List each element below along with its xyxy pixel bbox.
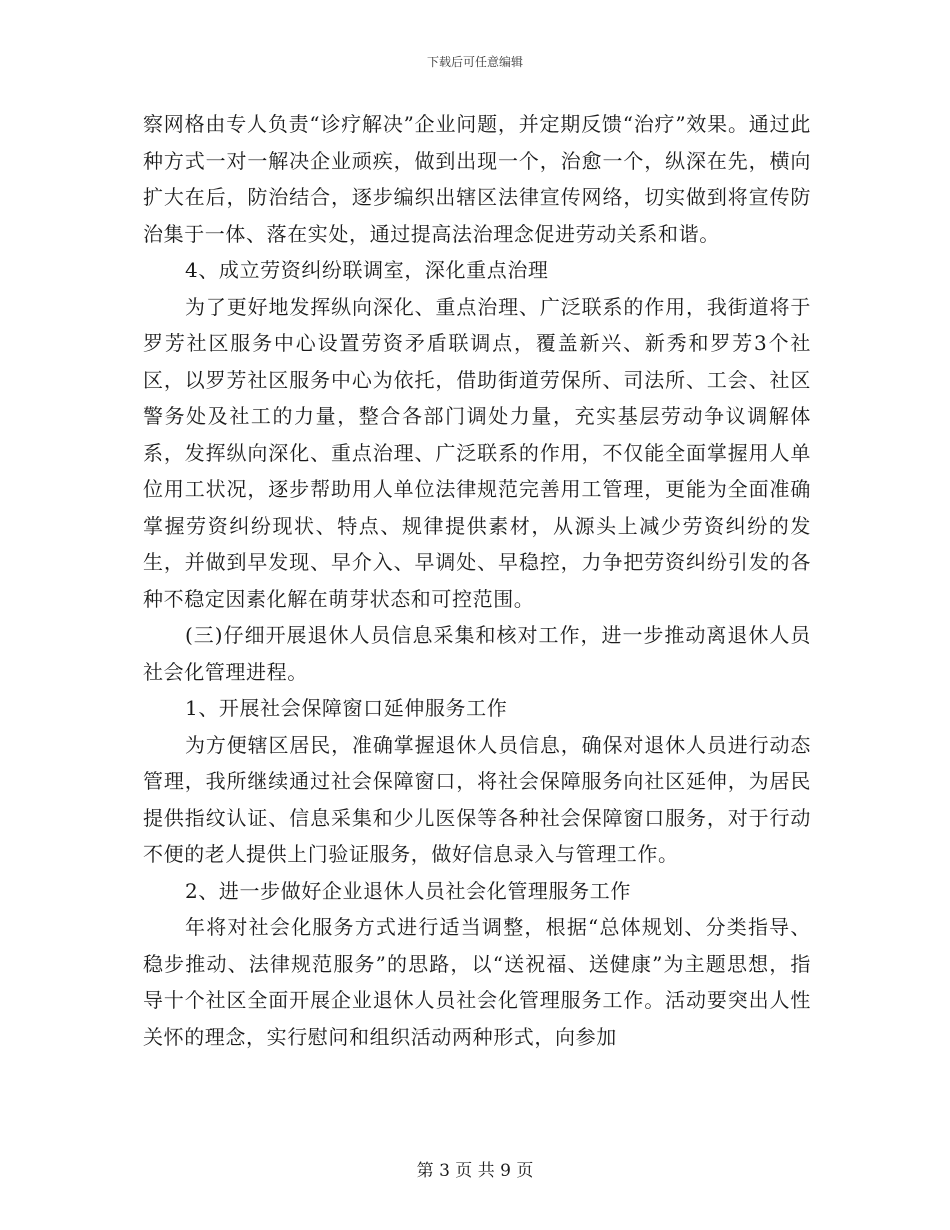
heading-4-mediation-room: 4、成立劳资纠纷联调室，深化重点治理 — [185, 258, 549, 282]
paragraph-window-service: 为方便辖区居民，准确掌握退休人员信息，确保对退休人员进行动态管理，我所继续通过社会保障窗口，将社会保障服务向社区延伸，为居民提供指纹认证、信息采集和少儿医保等各种社会保障窗口服务，对于行动不便的老人提供上门验证服务，做好信息录入与管理工作。 — [143, 732, 811, 866]
paragraph-retiree-management: 年将对社会化服务方式进行适当调整，根据“总体规划、分类指导、稳步推动、法律规范服务”的思路，以“送祝福、送健康”为主题思想，指导十个社区全面开展企业退休人员社会化管理服务工作。活动要突出人性关怀的理念，实行慰问和组织活动两种形式，向参加 — [143, 915, 811, 1049]
page-footer: 第 3 页 共 9 页 — [416, 1161, 534, 1181]
document-body — [143, 106, 811, 1055]
heading-2-retiree-management: 2、进一步做好企业退休人员社会化管理服务工作 — [185, 878, 631, 903]
paragraph-mediation: 为了更好地发挥纵向深化、重点治理、广泛联系的作用，我街道将于罗芳社区服务中心设置劳资矛盾联调点，覆盖新兴、新秀和罗芳3个社区，以罗芳社区服务中心为依托，借助街道劳保所、司法所、工会、社区警务处及社工的力量，整合各部门调处力量，充实基层劳动争议调解体系，发挥纵向深化、重点治理、广泛联系的作用，不仅能全面掌握用人单位用工状况，逐步帮助用人单位法律规范完善用工管理，更能为全面准确掌握劳资纠纷现状、特点、规律提供素材，从源头上减少劳资纠纷的发生，并做到早发现、早介入、早调处、早稳控，力争把劳资纠纷引发的各种不稳定因素化解在萌芽状态和可控范围。 — [143, 294, 811, 611]
page-header: 下载后可任意编辑 — [426, 55, 523, 69]
heading-1-window-service: 1、开展社会保障窗口延伸服务工作 — [185, 696, 508, 720]
heading-section-three: (三)仔细开展退休人员信息采集和核对工作，进一步推动离退休人员社会化管理进程。 — [143, 623, 811, 684]
paragraph-1: 察网格由专人负责“诊疗解决”企业问题，并定期反馈“治疗”效果。通过此种方式一对一解决企业顽疾，做到出现一个，治愈一个，纵深在先，横向扩大在后，防治结合，逐步编织出辖区法律宣传网络，切实做到将宣传防治集于一体、落在实处，通过提高法治理念促进劳动关系和谐。 — [143, 112, 811, 246]
